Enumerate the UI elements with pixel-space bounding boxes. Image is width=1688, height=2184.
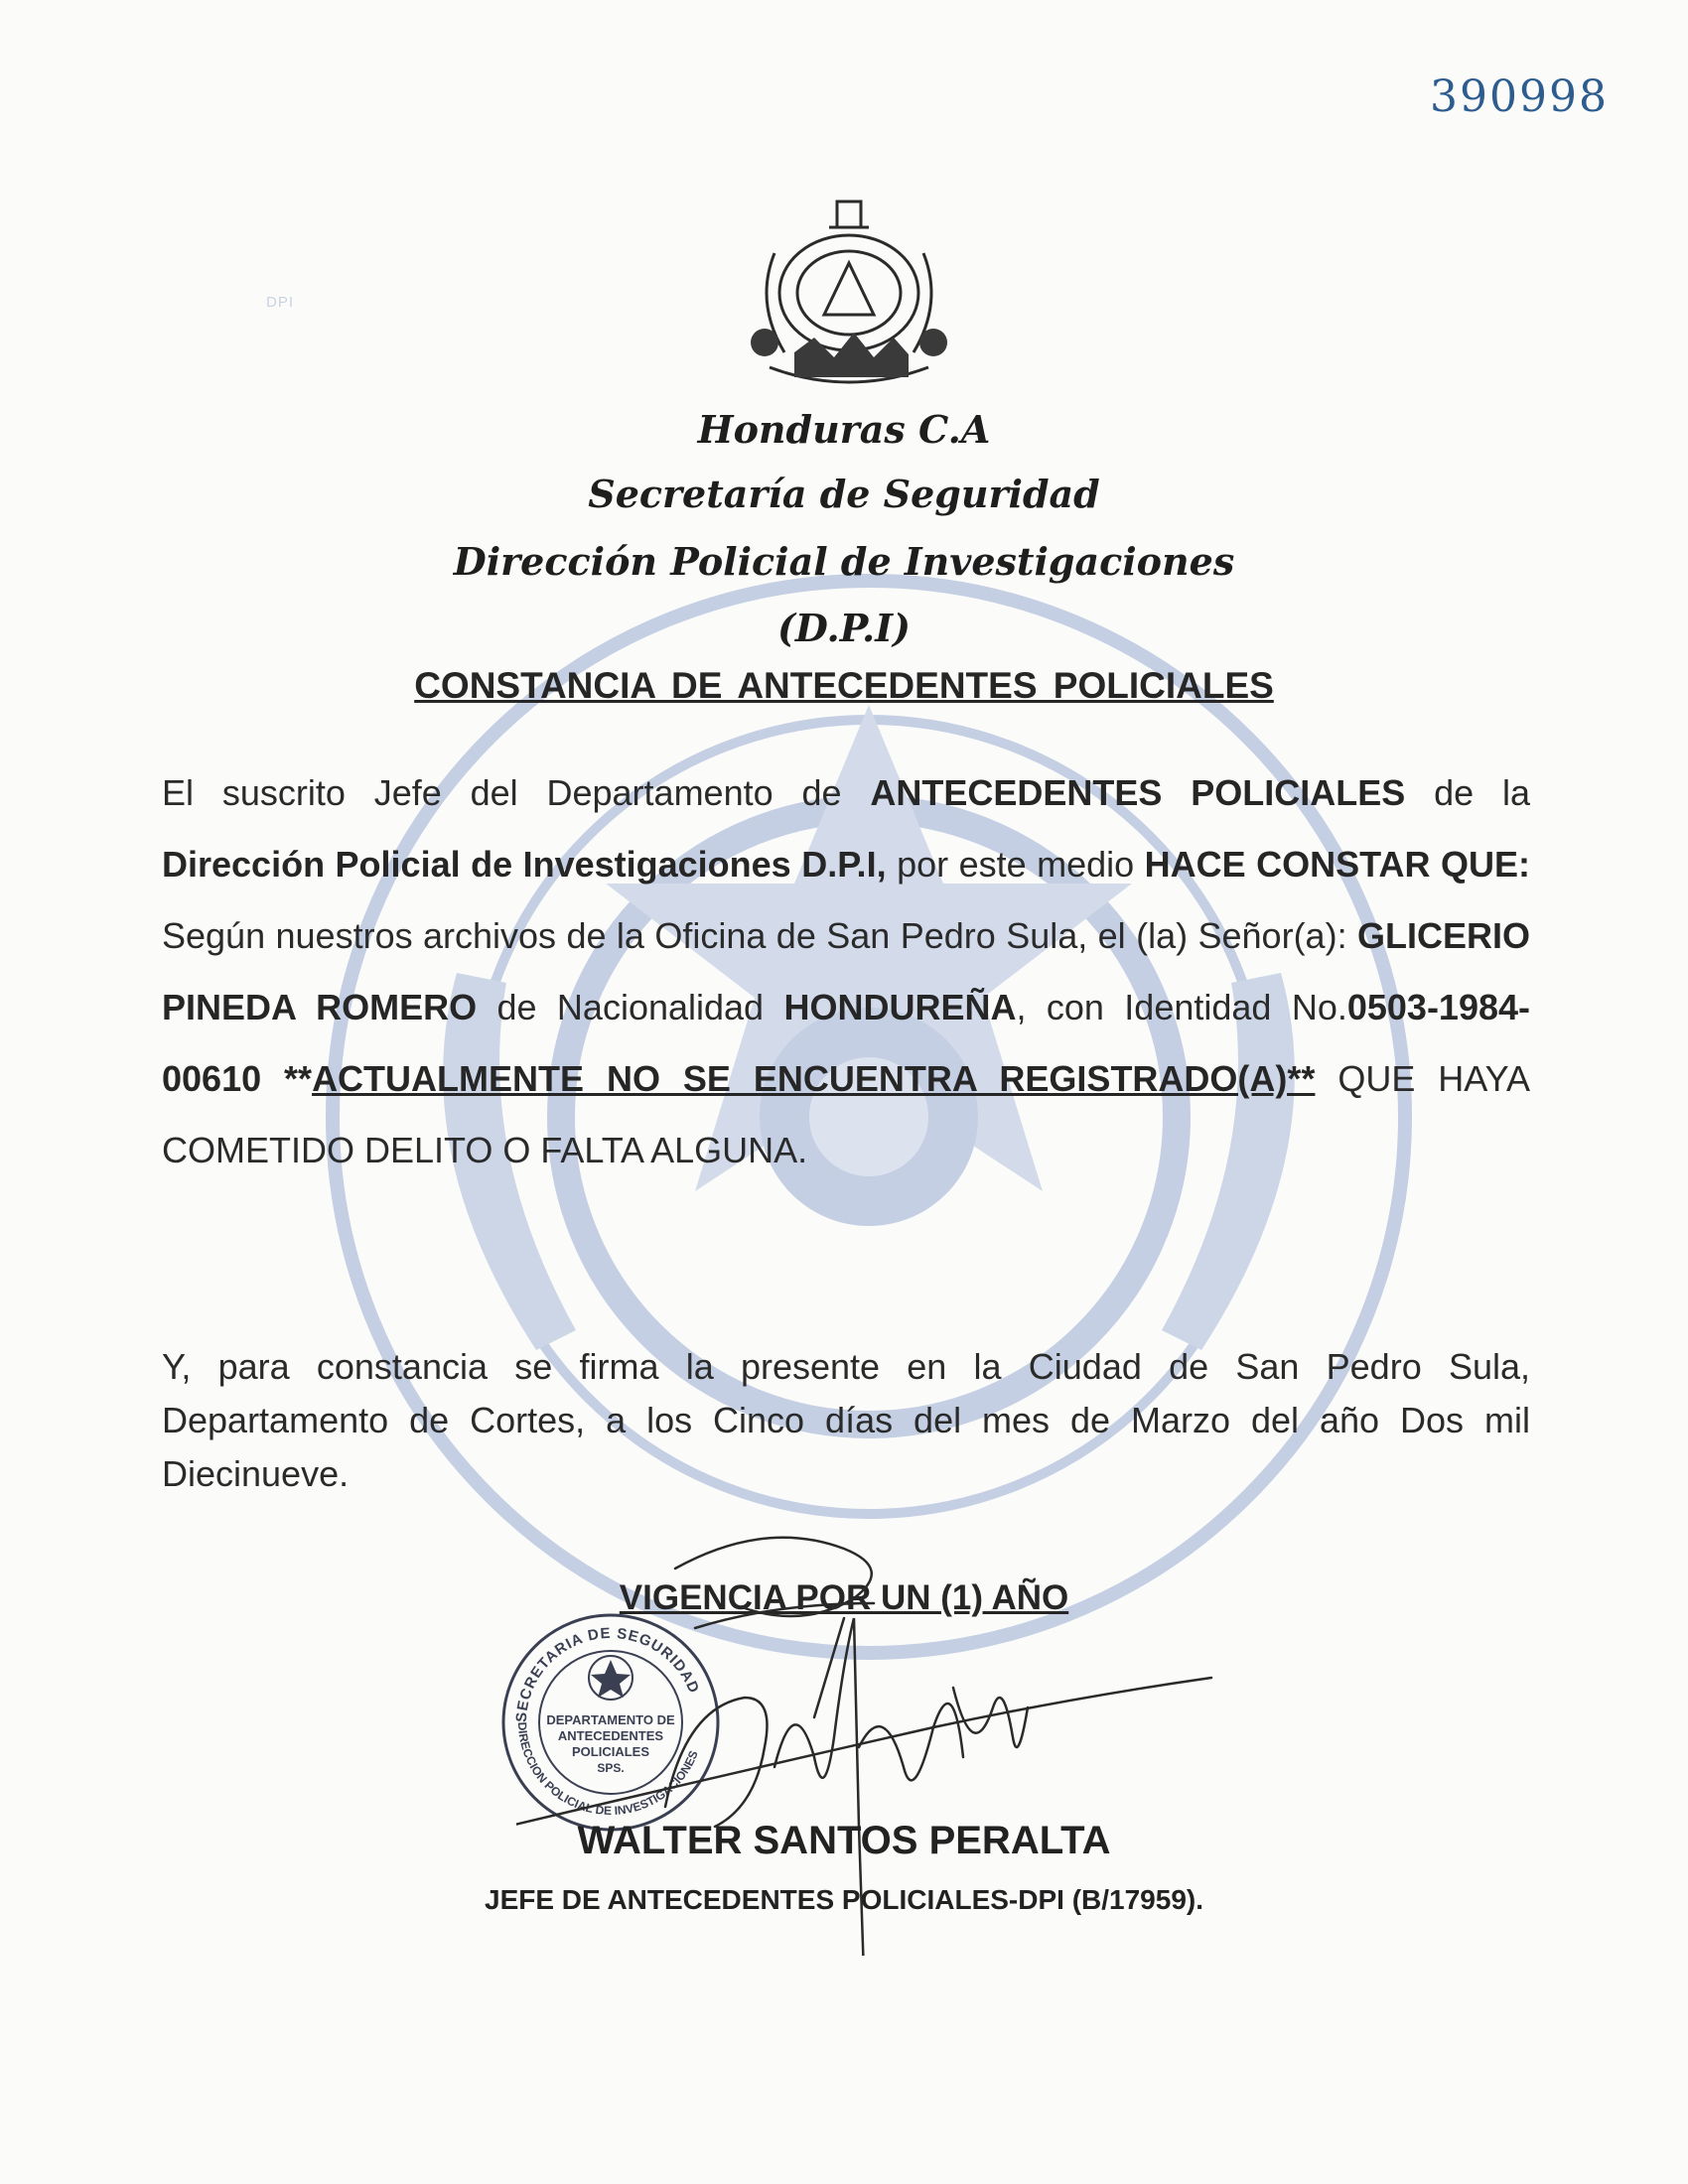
stamp-line-3: POLICIALES <box>571 1744 650 1759</box>
body-bold: Dirección Policial de Investigaciones D.P.I, <box>162 844 887 885</box>
coat-of-arms-icon <box>735 194 963 402</box>
stamp-line-1: DEPARTAMENTO DE <box>546 1712 675 1727</box>
record-status: ACTUALMENTE NO SE ENCUENTRA REGISTRADO(A) <box>312 1058 1288 1099</box>
identity-number: 0503-1984-00610 <box>162 987 1531 1099</box>
header-directorate: Dirección Policial de Investigaciones <box>453 539 1235 584</box>
body-text: de la <box>1405 772 1530 813</box>
header-ministry: Secretaría de Seguridad <box>588 472 1100 516</box>
body-text: Según nuestros archivos de la Oficina de San Pedro Sula, el (la) Señor(a): <box>162 915 1357 956</box>
body-text: de Nacionalidad <box>477 987 784 1027</box>
serial-number: 390998 <box>1430 71 1609 122</box>
body-bold: ** <box>1287 1058 1316 1099</box>
nationality: HONDUREÑA <box>783 987 1017 1027</box>
body-text: El suscrito Jefe del Departamento de <box>162 772 871 813</box>
dpi-faint-mark: DPI <box>266 294 295 311</box>
body-bold: ** <box>261 1058 313 1099</box>
signer-name: WALTER SANTOS PERALTA <box>577 1819 1111 1862</box>
body-text: por este medio <box>886 844 1145 885</box>
body-text: QUE HAYA COMETIDO DELITO O FALTA ALGUNA. <box>162 1058 1530 1170</box>
signer-title: JEFE DE ANTECEDENTES POLICIALES-DPI (B/17959). <box>485 1884 1203 1915</box>
stamp-outer-top: SECRETARIA DE SEGURIDAD <box>512 1624 703 1723</box>
stamp-line-4: SPS. <box>597 1761 625 1775</box>
stamp-line-2: ANTECEDENTES <box>557 1728 664 1743</box>
body-bold: ANTECEDENTES POLICIALES <box>870 772 1406 813</box>
body-text: , con Identidad No. <box>1016 987 1347 1027</box>
header-acronym: (D.P.I) <box>776 606 912 650</box>
certification-paragraph <box>162 757 1530 1186</box>
document-title: CONSTANCIA DE ANTECEDENTES POLICIALES <box>414 665 1274 706</box>
stamp-outer-bottom: DIRECCION POLICIAL DE INVESTIGACIONES <box>514 1721 701 1819</box>
body-bold: HACE CONSTAR QUE: <box>1144 844 1530 885</box>
header-country: Honduras C.A <box>697 407 991 452</box>
person-name: GLICERIO PINEDA ROMERO <box>162 915 1530 1027</box>
validity-notice: VIGENCIA POR UN (1) AÑO <box>619 1578 1069 1617</box>
closing-paragraph: Y, para constancia se firma la presente en la Ciudad de San Pedro Sula, Departamento de Cortes, a los Cinco días del mes de Marzo del año Dos mil Diecinueve. <box>162 1346 1530 1494</box>
